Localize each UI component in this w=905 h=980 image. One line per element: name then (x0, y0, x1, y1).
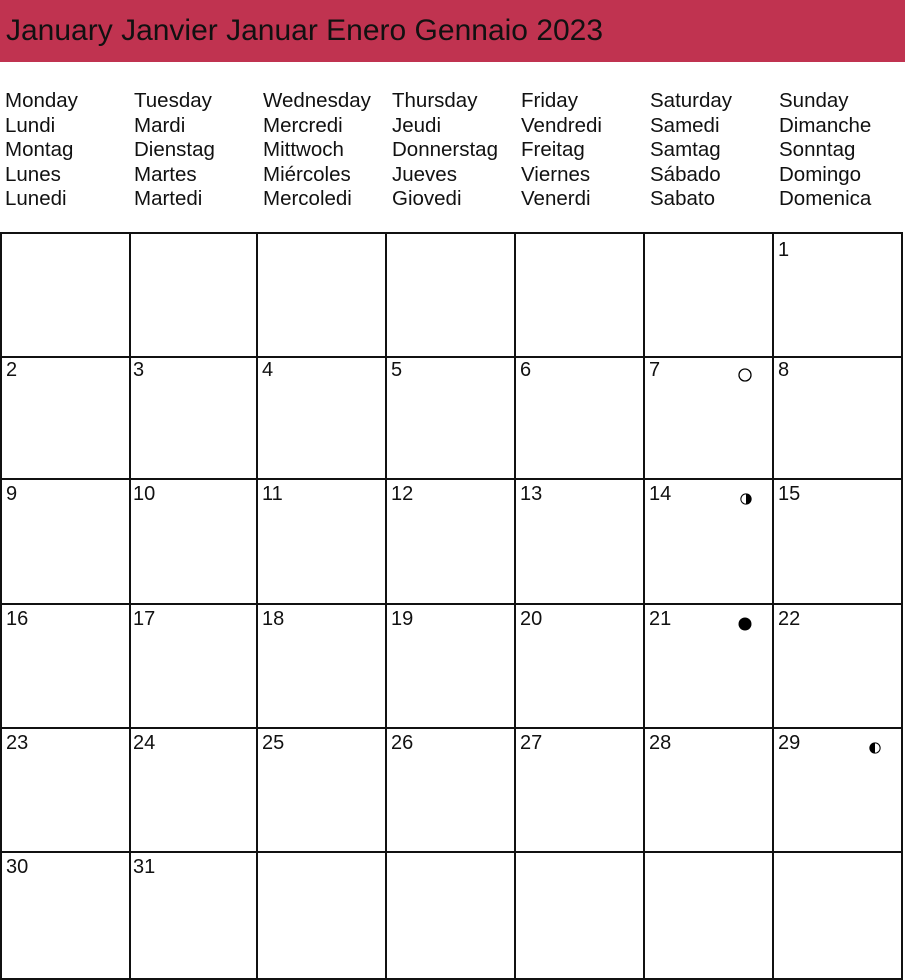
day-cell[interactable] (0, 603, 131, 729)
day-cell[interactable] (0, 354, 131, 480)
weekday-name: Sunday (779, 89, 849, 112)
weekday-name: Giovedi (392, 187, 462, 211)
weekday-name: Friday (521, 89, 578, 112)
weekday-name: Sonntag (779, 138, 856, 162)
weekday-name: Tuesday (134, 89, 212, 112)
day-number: 3 (133, 359, 145, 381)
day-number: 1 (778, 239, 790, 261)
new-moon-icon (738, 617, 752, 636)
day-cell[interactable] (127, 354, 258, 480)
weekday-header (5, 89, 134, 212)
day-number: 8 (778, 359, 790, 381)
day-number: 13 (520, 483, 543, 505)
day-number: 31 (133, 856, 156, 878)
weekday-name: Domingo (779, 162, 862, 186)
weekday-header (392, 89, 521, 212)
weekday-name: Viernes (521, 162, 591, 186)
day-cell[interactable] (514, 727, 645, 853)
weekday-name: Freitag (521, 138, 585, 162)
day-cell[interactable] (514, 851, 645, 980)
day-cell[interactable] (256, 851, 387, 980)
day-number: 6 (520, 359, 532, 381)
weekday-name: Dienstag (134, 138, 215, 162)
weekday-name: Lunedi (5, 187, 67, 211)
weekday-name: Lunes (5, 162, 61, 186)
weekday-name: Mercredi (263, 113, 343, 137)
weekday-name: Mercoledi (263, 187, 352, 211)
weekday-name: Jueves (392, 162, 457, 186)
day-cell[interactable] (256, 603, 387, 729)
weekday-name: Samedi (650, 113, 720, 137)
day-number: 11 (262, 483, 283, 505)
weekday-name: Mardi (134, 113, 186, 137)
day-cell[interactable] (256, 354, 387, 480)
full-moon-icon (738, 368, 752, 387)
calendar-title: January Janvier Januar Enero Gennaio 2023 (6, 14, 604, 47)
day-cell[interactable] (643, 603, 774, 729)
day-cell[interactable] (772, 727, 903, 853)
day-cell[interactable] (385, 851, 516, 980)
day-number: 20 (520, 608, 543, 630)
day-number: 26 (391, 732, 414, 754)
weekday-name: Sábado (650, 162, 721, 186)
day-number: 30 (6, 856, 29, 878)
day-number: 16 (6, 608, 29, 630)
weekday-name: Martedi (134, 187, 203, 211)
weekday-name: Jeudi (392, 113, 442, 137)
weekday-name: Samtag (650, 138, 721, 162)
day-cell[interactable] (256, 232, 387, 358)
day-cell[interactable] (127, 232, 258, 358)
weekday-name: Venerdi (521, 187, 591, 211)
weekday-header (134, 89, 263, 212)
day-number: 10 (133, 483, 156, 505)
day-cell[interactable] (772, 603, 903, 729)
weekday-name: Monday (5, 89, 78, 112)
day-number: 14 (649, 483, 672, 505)
day-cell[interactable] (643, 354, 774, 480)
weekday-name: Martes (134, 162, 197, 186)
weekday-name: Montag (5, 138, 74, 162)
day-cell[interactable] (514, 354, 645, 480)
day-cell[interactable] (772, 478, 903, 605)
weekday-name: Miércoles (263, 162, 351, 186)
day-cell[interactable] (127, 603, 258, 729)
day-number: 9 (6, 483, 18, 505)
day-cell[interactable] (643, 727, 774, 853)
weekday-name: Mittwoch (263, 138, 344, 162)
title-bar (0, 0, 905, 62)
weekday-name: Domenica (779, 187, 872, 211)
day-cell[interactable] (643, 232, 774, 358)
day-cell[interactable] (643, 478, 774, 605)
day-cell[interactable] (772, 851, 903, 980)
day-cell[interactable] (385, 232, 516, 358)
day-number: 22 (778, 608, 801, 630)
day-number: 29 (778, 732, 801, 754)
day-number: 17 (133, 608, 156, 630)
day-cell[interactable] (385, 727, 516, 853)
weekday-header (263, 89, 392, 212)
day-cell[interactable] (772, 354, 903, 480)
weekday-headers (0, 89, 905, 214)
day-cell[interactable] (0, 232, 131, 358)
weekday-name: Saturday (650, 89, 733, 112)
day-cell[interactable] (514, 232, 645, 358)
day-cell[interactable] (514, 478, 645, 605)
day-cell[interactable] (514, 603, 645, 729)
calendar-grid (0, 232, 905, 980)
day-number: 23 (6, 732, 29, 754)
day-number: 12 (391, 483, 414, 505)
day-number: 18 (262, 608, 285, 630)
day-cell[interactable] (0, 851, 131, 980)
weekday-name: Lundi (5, 113, 56, 137)
day-number: 25 (262, 732, 285, 754)
day-cell[interactable] (385, 478, 516, 605)
weekday-name: Thursday (392, 89, 478, 112)
weekday-name: Wednesday (263, 89, 371, 112)
day-number: 5 (391, 359, 403, 381)
weekday-header (521, 89, 650, 212)
last-quarter-moon-icon (740, 492, 752, 510)
day-number: 27 (520, 732, 543, 754)
weekday-header (650, 89, 779, 212)
day-cell[interactable] (127, 727, 258, 853)
weekday-name: Donnerstag (392, 138, 498, 162)
day-number: 7 (649, 359, 661, 381)
day-cell[interactable] (256, 478, 387, 605)
day-cell[interactable] (772, 232, 903, 358)
day-cell[interactable] (385, 354, 516, 480)
first-quarter-moon-icon (869, 741, 881, 759)
day-cell[interactable] (643, 851, 774, 980)
day-cell[interactable] (127, 851, 258, 980)
weekday-header (779, 89, 905, 212)
day-number: 21 (649, 608, 672, 630)
weekday-name: Dimanche (779, 113, 872, 137)
day-number: 19 (391, 608, 414, 630)
day-cell[interactable] (127, 478, 258, 605)
day-number: 28 (649, 732, 672, 754)
day-number: 4 (262, 359, 274, 381)
day-number: 2 (6, 359, 18, 381)
weekday-name: Vendredi (521, 113, 602, 137)
day-number: 15 (778, 483, 801, 505)
day-cell[interactable] (0, 478, 131, 605)
day-cell[interactable] (256, 727, 387, 853)
day-cell[interactable] (0, 727, 131, 853)
day-number: 24 (133, 732, 156, 754)
day-cell[interactable] (385, 603, 516, 729)
weekday-name: Sabato (650, 187, 715, 211)
